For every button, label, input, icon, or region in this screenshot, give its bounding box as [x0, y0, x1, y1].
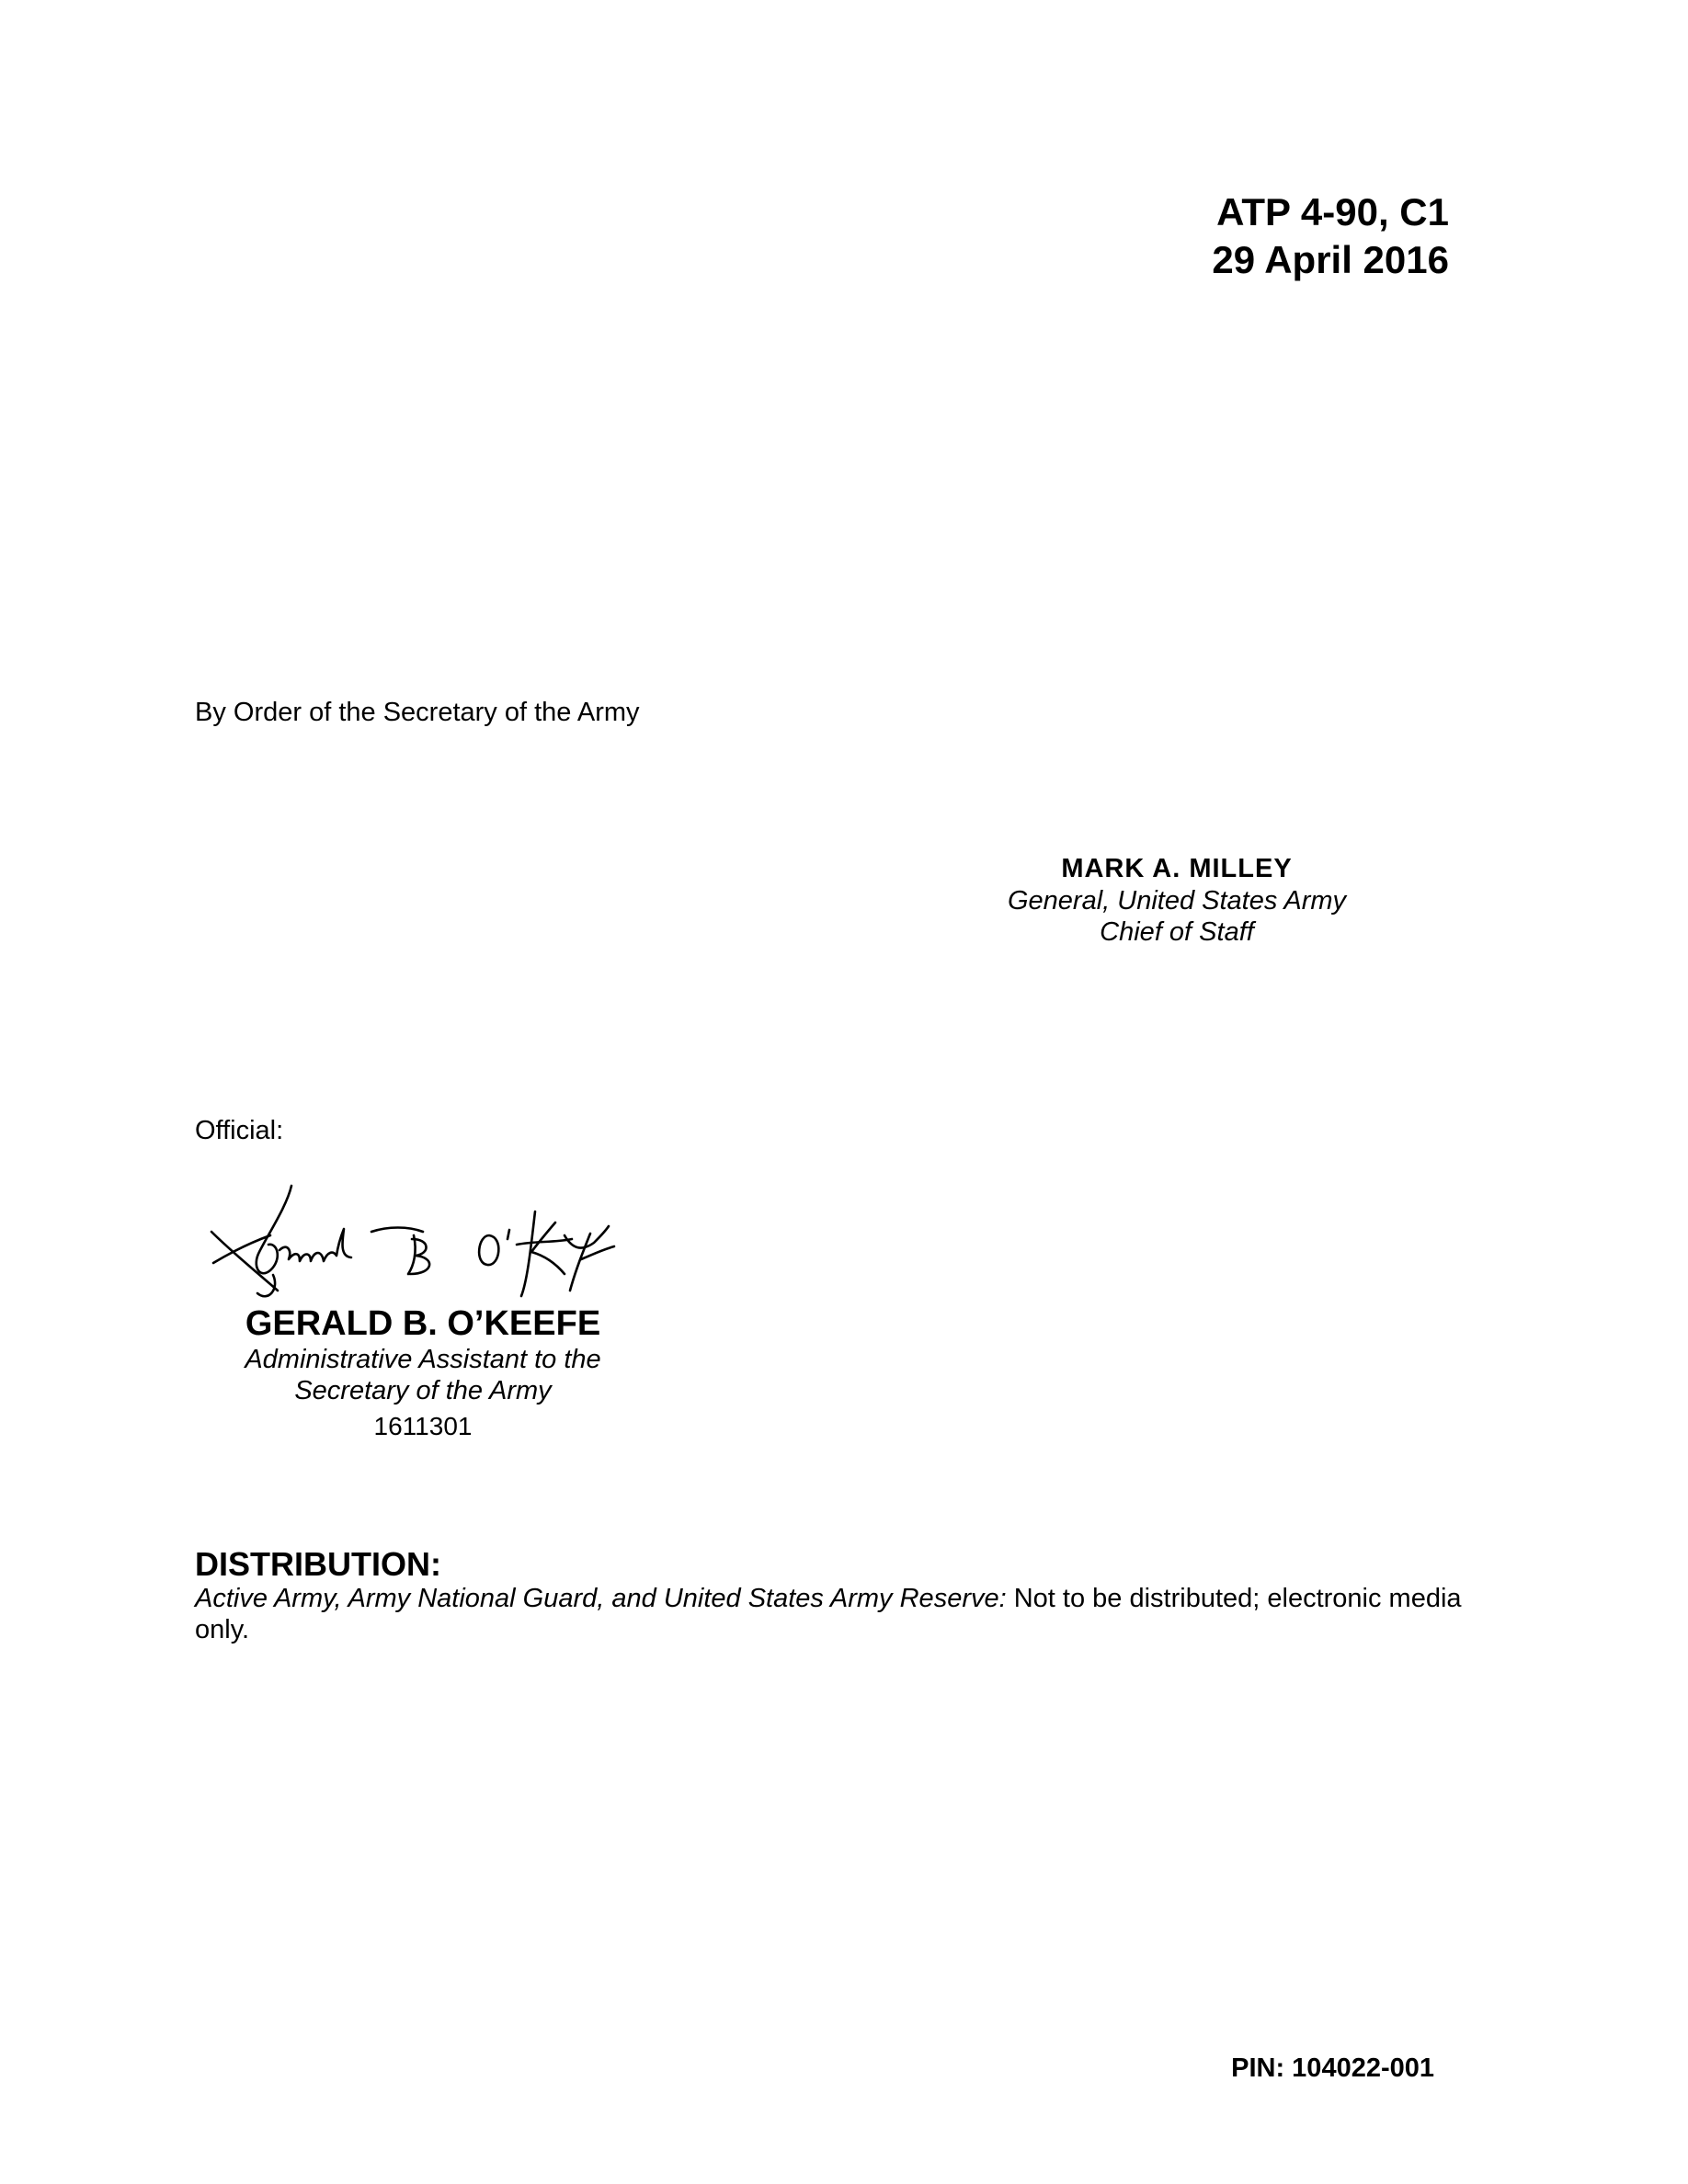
publication-date: 29 April 2016 [1212, 238, 1449, 281]
order-line: By Order of the Secretary of the Army [195, 698, 640, 727]
official-label: Official: [195, 1116, 284, 1145]
chief-of-staff-name: MARK A. MILLEY [1061, 854, 1293, 883]
distribution-heading: DISTRIBUTION: [195, 1545, 441, 1583]
distribution-text [195, 1583, 1464, 1645]
official-title-line-2: Secretary of the Army [294, 1376, 552, 1405]
distribution-note: Not to be distributed; electronic media only. [195, 1584, 1462, 1644]
publication-number: ATP 4-90, C1 [1216, 190, 1449, 233]
official-title-line-1: Administrative Assistant to the [245, 1345, 601, 1374]
official-name: GERALD B. O’KEEFE [245, 1304, 601, 1343]
chief-of-staff-signature-block [947, 852, 1407, 948]
official-signature-block [193, 1303, 653, 1445]
chief-of-staff-rank: General, United States Army [1007, 886, 1347, 916]
handwritten-signature [204, 1178, 645, 1298]
document-header [805, 188, 1449, 284]
official-code: 1611301 [373, 1412, 473, 1440]
pin-number: PIN: 104022-001 [1231, 2053, 1434, 2083]
chief-of-staff-position: Chief of Staff [1100, 917, 1254, 947]
distribution-audience: Active Army, Army National Guard, and United States Army Reserve: [195, 1584, 1007, 1613]
